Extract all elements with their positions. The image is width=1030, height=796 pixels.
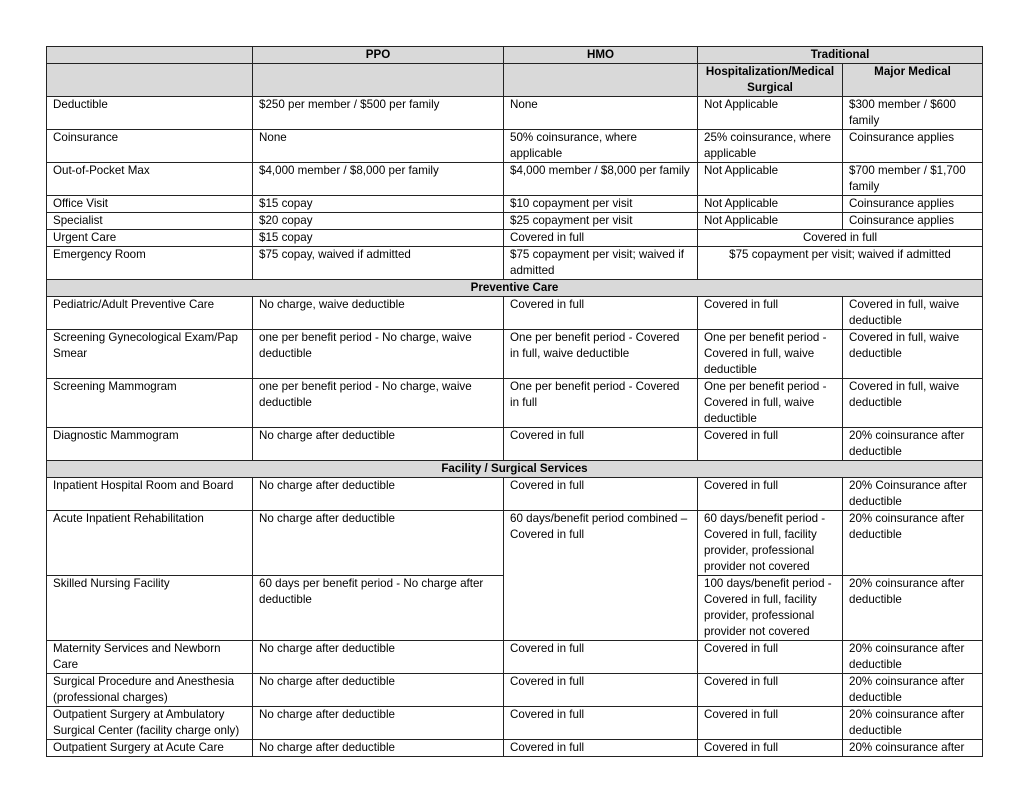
- ppo-cell: one per benefit period - No charge, waive deductible: [253, 330, 504, 379]
- ppo-cell: No charge after deductible: [253, 740, 504, 757]
- hosp-cell: Covered in full: [698, 297, 843, 330]
- major-cell: 20% coinsurance after deductible: [843, 428, 983, 461]
- section-row: [47, 461, 983, 478]
- hosp-cell: 25% coinsurance, where applicable: [698, 130, 843, 163]
- major-cell: 20% Coinsurance after deductible: [843, 478, 983, 511]
- table-row: [47, 297, 983, 330]
- hmo-cell: $75 copayment per visit; waived if admitted: [504, 247, 698, 280]
- row-label: Outpatient Surgery at Ambulatory Surgical Center (facility charge only): [47, 707, 253, 740]
- traditional-cell: $75 copayment per visit; waived if admitted: [698, 247, 983, 280]
- major-cell: Coinsurance applies: [843, 213, 983, 230]
- header-empty-cell: [47, 47, 253, 64]
- hosp-cell: Covered in full: [698, 707, 843, 740]
- hmo-cell: $4,000 member / $8,000 per family: [504, 163, 698, 196]
- major-cell: $700 member / $1,700 family: [843, 163, 983, 196]
- table-row: [47, 213, 983, 230]
- section-title-facility-surgical: Facility / Surgical Services: [47, 461, 983, 478]
- table-row: [47, 330, 983, 379]
- row-label: Emergency Room: [47, 247, 253, 280]
- section-row: [47, 280, 983, 297]
- hosp-cell: One per benefit period - Covered in full, waive deductible: [698, 330, 843, 379]
- hmo-cell: 60 days/benefit period combined – Covered in full: [504, 511, 698, 641]
- row-label: Deductible: [47, 97, 253, 130]
- major-cell: Coinsurance applies: [843, 196, 983, 213]
- row-label: Specialist: [47, 213, 253, 230]
- hmo-cell: 50% coinsurance, where applicable: [504, 130, 698, 163]
- ppo-cell: No charge after deductible: [253, 707, 504, 740]
- header-traditional: Traditional: [698, 47, 983, 64]
- table-row: [47, 428, 983, 461]
- ppo-cell: None: [253, 130, 504, 163]
- row-label: Maternity Services and Newborn Care: [47, 641, 253, 674]
- hosp-cell: Covered in full: [698, 478, 843, 511]
- major-cell: 20% coinsurance after deductible: [843, 707, 983, 740]
- hosp-cell: Covered in full: [698, 428, 843, 461]
- header-hmo: HMO: [504, 47, 698, 64]
- row-label: Diagnostic Mammogram: [47, 428, 253, 461]
- hosp-cell: Not Applicable: [698, 213, 843, 230]
- hmo-cell: Covered in full: [504, 674, 698, 707]
- table-row: [47, 511, 983, 576]
- row-label: Out-of-Pocket Max: [47, 163, 253, 196]
- hmo-cell: Covered in full: [504, 641, 698, 674]
- table-row: [47, 230, 983, 247]
- hmo-cell: $10 copayment per visit: [504, 196, 698, 213]
- subheader-empty-cell: [253, 64, 504, 97]
- table-row: [47, 707, 983, 740]
- ppo-cell: one per benefit period - No charge, waive deductible: [253, 379, 504, 428]
- ppo-cell: No charge after deductible: [253, 428, 504, 461]
- header-major-medical: Major Medical: [843, 64, 983, 97]
- row-label: Screening Gynecological Exam/Pap Smear: [47, 330, 253, 379]
- table-row: [47, 641, 983, 674]
- major-cell: Covered in full, waive deductible: [843, 330, 983, 379]
- major-cell: Covered in full, waive deductible: [843, 379, 983, 428]
- table-row: [47, 97, 983, 130]
- hmo-cell: Covered in full: [504, 297, 698, 330]
- row-label: Surgical Procedure and Anesthesia (professional charges): [47, 674, 253, 707]
- table-row: [47, 196, 983, 213]
- ppo-cell: No charge after deductible: [253, 511, 504, 576]
- table-row: [47, 247, 983, 280]
- hosp-cell: 100 days/benefit period - Covered in full, facility provider, professional provider not covered: [698, 576, 843, 641]
- hmo-cell: Covered in full: [504, 478, 698, 511]
- hosp-cell: One per benefit period - Covered in full, waive deductible: [698, 379, 843, 428]
- hosp-cell: 60 days/benefit period - Covered in full, facility provider, professional provider not covered: [698, 511, 843, 576]
- major-cell: 20% coinsurance after deductible: [843, 641, 983, 674]
- ppo-cell: No charge after deductible: [253, 478, 504, 511]
- row-label: Urgent Care: [47, 230, 253, 247]
- ppo-cell: No charge after deductible: [253, 674, 504, 707]
- major-cell: 20% coinsurance after deductible: [843, 576, 983, 641]
- major-cell: $300 member / $600 family: [843, 97, 983, 130]
- row-label: Screening Mammogram: [47, 379, 253, 428]
- subheader-empty-cell: [47, 64, 253, 97]
- ppo-cell: $15 copay: [253, 196, 504, 213]
- section-title-preventive-care: Preventive Care: [47, 280, 983, 297]
- header-hosp-med-surg: Hospitalization/Medical Surgical: [698, 64, 843, 97]
- ppo-cell: $15 copay: [253, 230, 504, 247]
- ppo-cell: No charge after deductible: [253, 641, 504, 674]
- hosp-cell: Not Applicable: [698, 97, 843, 130]
- row-label: Pediatric/Adult Preventive Care: [47, 297, 253, 330]
- hmo-cell: One per benefit period - Covered in full: [504, 379, 698, 428]
- row-label: Coinsurance: [47, 130, 253, 163]
- table-row: [47, 674, 983, 707]
- table-row: [47, 478, 983, 511]
- row-label: Inpatient Hospital Room and Board: [47, 478, 253, 511]
- hmo-cell: One per benefit period - Covered in full, waive deductible: [504, 330, 698, 379]
- hosp-cell: Covered in full: [698, 641, 843, 674]
- ppo-cell: No charge, waive deductible: [253, 297, 504, 330]
- hmo-cell: $25 copayment per visit: [504, 213, 698, 230]
- subheader-row: [47, 64, 983, 97]
- hosp-cell: Covered in full: [698, 674, 843, 707]
- subheader-empty-cell: [504, 64, 698, 97]
- hosp-cell: Not Applicable: [698, 196, 843, 213]
- table-row: [47, 163, 983, 196]
- hosp-cell: Not Applicable: [698, 163, 843, 196]
- benefits-table: [46, 46, 983, 757]
- traditional-cell: Covered in full: [698, 230, 983, 247]
- major-cell: 20% coinsurance after deductible: [843, 511, 983, 576]
- table-row: [47, 379, 983, 428]
- header-row: [47, 47, 983, 64]
- row-label: Skilled Nursing Facility: [47, 576, 253, 641]
- hmo-cell: None: [504, 97, 698, 130]
- row-label: Office Visit: [47, 196, 253, 213]
- hmo-cell: Covered in full: [504, 428, 698, 461]
- major-cell: 20% coinsurance after: [843, 740, 983, 757]
- ppo-cell: 60 days per benefit period - No charge after deductible: [253, 576, 504, 641]
- hosp-cell: Covered in full: [698, 740, 843, 757]
- major-cell: 20% coinsurance after deductible: [843, 674, 983, 707]
- hmo-cell: Covered in full: [504, 707, 698, 740]
- row-label: Outpatient Surgery at Acute Care: [47, 740, 253, 757]
- hmo-cell: Covered in full: [504, 230, 698, 247]
- header-ppo: PPO: [253, 47, 504, 64]
- ppo-cell: $250 per member / $500 per family: [253, 97, 504, 130]
- hmo-cell: Covered in full: [504, 740, 698, 757]
- table-row: [47, 740, 983, 757]
- major-cell: Coinsurance applies: [843, 130, 983, 163]
- ppo-cell: $20 copay: [253, 213, 504, 230]
- row-label: Acute Inpatient Rehabilitation: [47, 511, 253, 576]
- table-row: [47, 130, 983, 163]
- ppo-cell: $4,000 member / $8,000 per family: [253, 163, 504, 196]
- major-cell: Covered in full, waive deductible: [843, 297, 983, 330]
- ppo-cell: $75 copay, waived if admitted: [253, 247, 504, 280]
